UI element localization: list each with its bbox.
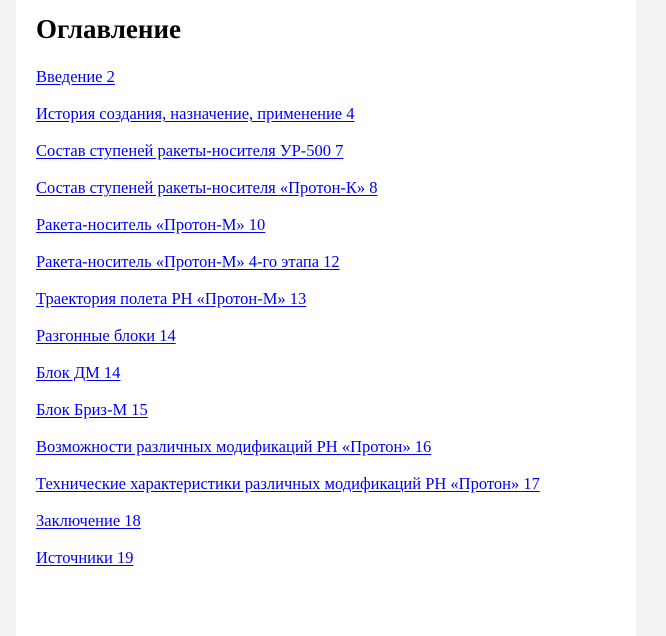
toc-item	[36, 323, 540, 360]
toc-item	[36, 138, 540, 175]
toc-link-capabilities[interactable]: Возможности различных модификаций РН «Протон» 16	[36, 437, 432, 456]
toc-link-block-dm[interactable]: Блок ДМ 14	[36, 363, 121, 382]
toc-item	[36, 434, 540, 471]
document-page	[16, 0, 636, 636]
toc-item	[36, 101, 540, 138]
toc-item	[36, 471, 540, 508]
toc-item	[36, 212, 540, 249]
toc-item	[36, 175, 540, 212]
toc-item	[36, 508, 540, 545]
toc-item	[36, 545, 540, 582]
toc-link-history[interactable]: История создания, назначение, применение 4	[36, 104, 355, 123]
toc-item	[36, 64, 540, 101]
toc-link-specifications[interactable]: Технические характеристики различных модификаций РН «Протон» 17	[36, 474, 540, 493]
toc-list	[36, 64, 540, 582]
toc-link-introduction[interactable]: Введение 2	[36, 67, 115, 86]
toc-link-upper-stages[interactable]: Разгонные блоки 14	[36, 326, 176, 345]
toc-link-sources[interactable]: Источники 19	[36, 548, 134, 567]
toc-link-proton-k-stages[interactable]: Состав ступеней ракеты-носителя «Протон-К» 8	[36, 178, 378, 197]
toc-link-breeze-m[interactable]: Блок Бриз-М 15	[36, 400, 148, 419]
toc-title: Оглавление	[36, 14, 181, 44]
toc-link-ur500-stages[interactable]: Состав ступеней ракеты-носителя УР-500 7	[36, 141, 344, 160]
toc-item	[36, 360, 540, 397]
toc-item	[36, 249, 540, 286]
toc-item	[36, 286, 540, 323]
toc-link-proton-m[interactable]: Ракета-носитель «Протон-М» 10	[36, 215, 266, 234]
toc-link-trajectory[interactable]: Траектория полета РН «Протон-М» 13	[36, 289, 307, 308]
toc-item	[36, 397, 540, 434]
toc-link-proton-m-phase4[interactable]: Ракета-носитель «Протон-М» 4-го этапа 12	[36, 252, 340, 271]
toc-link-conclusion[interactable]: Заключение 18	[36, 511, 141, 530]
